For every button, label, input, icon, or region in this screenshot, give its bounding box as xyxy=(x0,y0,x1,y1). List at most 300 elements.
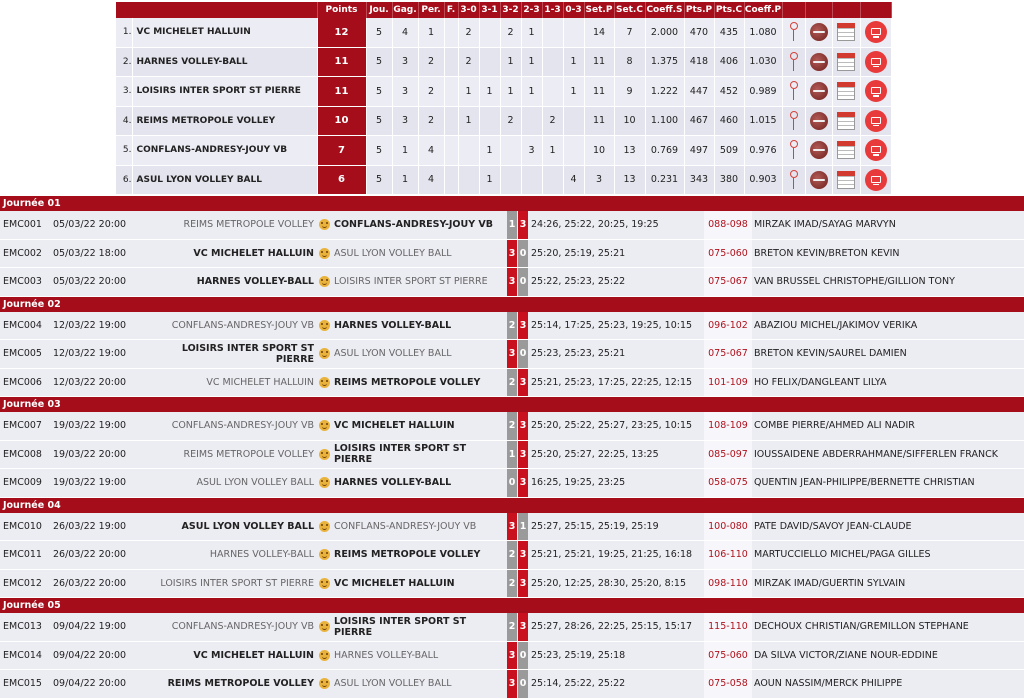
team-points: 11 xyxy=(317,47,366,77)
team-rank: 4. xyxy=(116,106,132,136)
calendar-icon-cell[interactable] xyxy=(832,165,860,195)
pin-icon[interactable] xyxy=(789,52,799,72)
stat-coeff-s: 8 xyxy=(614,47,645,77)
total-points: 096-102 xyxy=(704,312,752,340)
pin-icon-cell[interactable] xyxy=(782,165,805,195)
ball-icon[interactable] xyxy=(810,171,828,189)
match-row xyxy=(0,369,1024,398)
stat-3-0 xyxy=(444,106,458,136)
match-row xyxy=(0,541,1024,570)
stat-per-: 3 xyxy=(392,77,418,107)
match-code[interactable]: EMC002 xyxy=(3,247,42,259)
emoji-cell xyxy=(316,670,332,698)
calendar-icon[interactable] xyxy=(837,23,855,41)
pin-icon[interactable] xyxy=(789,170,799,190)
away-team[interactable]: HARNES VOLLEY-BALL xyxy=(334,477,452,489)
calendar-icon[interactable] xyxy=(837,112,855,130)
match-datetime: 12/03/22 19:00 xyxy=(53,319,127,331)
pin-icon-cell[interactable] xyxy=(782,77,805,107)
away-score: 0 xyxy=(518,268,528,296)
referees: BRETON KEVIN/BRETON KEVIN xyxy=(754,247,900,259)
ball-icon-cell[interactable] xyxy=(805,106,832,136)
smiley-icon xyxy=(319,348,330,359)
home-team[interactable]: HARNES VOLLEY-BALL xyxy=(196,276,314,288)
team-name[interactable]: CONFLANS-ANDRESY-JOUY VB xyxy=(132,136,317,166)
tv-icon[interactable] xyxy=(865,21,887,43)
team-name[interactable]: VC MICHELET HALLUIN xyxy=(132,18,317,47)
match-row xyxy=(0,441,1024,470)
stat-pts-c: 418 xyxy=(684,47,714,77)
referees: MIRZAK IMAD/SAYAG MARVYN xyxy=(754,219,896,231)
set-scores: 25:20, 25:27, 22:25, 13:25 xyxy=(531,448,659,460)
stat-set-c: 10 xyxy=(584,136,614,166)
tv-icon-cell[interactable] xyxy=(860,136,891,166)
team-name[interactable]: REIMS METROPOLE VOLLEY xyxy=(132,106,317,136)
smiley-icon xyxy=(319,521,330,532)
match-code[interactable]: EMC004 xyxy=(3,319,42,331)
match-row xyxy=(0,570,1024,599)
smiley-icon xyxy=(319,678,330,689)
away-score: 0 xyxy=(518,240,528,268)
stat-set-p: 1 xyxy=(563,77,584,107)
tv-icon-cell[interactable] xyxy=(860,165,891,195)
away-team[interactable]: ASUL LYON VOLLEY BALL xyxy=(334,348,452,360)
referees: IOUSSAIDENE ABDERRAHMANE/SIFFERLEN FRANCK xyxy=(754,448,998,460)
referees: MIRZAK IMAD/GUERTIN SYLVAIN xyxy=(754,577,906,589)
stat-f-: 2 xyxy=(418,47,444,77)
stat-0-3 xyxy=(542,77,563,107)
stat-pts-c: 467 xyxy=(684,106,714,136)
stat-0-3 xyxy=(542,47,563,77)
header-0-3: 0-3 xyxy=(563,2,584,18)
emoji-cell xyxy=(316,412,332,440)
stat-pts-p: 1.100 xyxy=(645,106,684,136)
pin-icon-cell[interactable] xyxy=(782,136,805,166)
stat-coeff-p: 452 xyxy=(714,77,744,107)
day-header: Journée 02 xyxy=(0,297,1024,312)
tv-icon-cell[interactable] xyxy=(860,18,891,47)
header-pts-c: Pts.C xyxy=(714,2,744,18)
match-row xyxy=(0,469,1024,498)
emoji-cell xyxy=(316,613,332,641)
home-score: 3 xyxy=(507,268,517,296)
total-points: 085-097 xyxy=(704,441,752,469)
match-datetime: 05/03/22 18:00 xyxy=(53,247,127,259)
stat-3-0 xyxy=(444,18,458,47)
home-team[interactable]: CONFLANS-ANDRESY-JOUY VB xyxy=(171,319,314,331)
home-team[interactable]: CONFLANS-ANDRESY-JOUY VB xyxy=(171,420,314,432)
team-rank: 6. xyxy=(116,165,132,195)
header-3-0: 3-0 xyxy=(458,2,479,18)
stat-per-: 3 xyxy=(392,106,418,136)
away-team[interactable]: HARNES VOLLEY-BALL xyxy=(334,319,452,331)
match-row xyxy=(0,312,1024,341)
match-datetime: 19/03/22 19:00 xyxy=(53,477,127,489)
team-rank: 1. xyxy=(116,18,132,47)
away-score: 1 xyxy=(518,513,528,541)
home-score: 2 xyxy=(507,541,517,569)
smiley-icon xyxy=(319,219,330,230)
match-datetime: 26/03/22 20:00 xyxy=(53,549,127,561)
referees: BRETON KEVIN/SAUREL DAMIEN xyxy=(754,348,907,360)
standings-row xyxy=(116,165,891,195)
set-scores: 25:23, 25:23, 25:21 xyxy=(531,348,626,360)
header-2-3: 2-3 xyxy=(521,2,542,18)
set-scores: 25:21, 25:23, 17:25, 22:25, 12:15 xyxy=(531,376,693,388)
team-points: 10 xyxy=(317,106,366,136)
stat-3-1 xyxy=(458,136,479,166)
ball-icon[interactable] xyxy=(810,82,828,100)
match-code[interactable]: EMC001 xyxy=(3,219,42,231)
total-points: 075-060 xyxy=(704,240,752,268)
match-code[interactable]: EMC010 xyxy=(3,520,42,532)
home-team[interactable]: HARNES VOLLEY-BALL xyxy=(209,549,314,561)
away-team[interactable]: CONFLANS-ANDRESY-JOUY VB xyxy=(334,520,477,532)
stat-2-3: 2 xyxy=(500,106,521,136)
home-team[interactable]: VC MICHELET HALLUIN xyxy=(206,376,314,388)
stat-2-3: 1 xyxy=(500,47,521,77)
match-datetime: 09/04/22 20:00 xyxy=(53,649,127,661)
away-team[interactable]: LOISIRS INTER SPORT ST PIERRE xyxy=(334,276,488,288)
stat-set-c: 14 xyxy=(584,18,614,47)
total-points: 100-080 xyxy=(704,513,752,541)
match-code[interactable]: EMC008 xyxy=(3,448,42,460)
stat-0-3: 1 xyxy=(542,136,563,166)
match-row xyxy=(0,642,1024,671)
home-score: 3 xyxy=(507,240,517,268)
set-scores: 25:27, 28:26, 22:25, 25:15, 15:17 xyxy=(531,621,693,633)
total-points: 115-110 xyxy=(704,613,752,641)
match-code[interactable]: EMC003 xyxy=(3,276,42,288)
ball-icon-cell[interactable] xyxy=(805,165,832,195)
stat-3-2 xyxy=(479,47,500,77)
stat-set-c: 3 xyxy=(584,165,614,195)
stat-f-: 1 xyxy=(418,18,444,47)
away-team[interactable]: LOISIRS INTER SPORT ST PIERRE xyxy=(334,615,467,638)
set-scores: 25:20, 25:22, 25:27, 23:25, 10:15 xyxy=(531,420,693,432)
standings-row xyxy=(116,106,891,136)
stat-coeff-s: 10 xyxy=(614,106,645,136)
pin-icon[interactable] xyxy=(789,81,799,101)
match-code[interactable]: EMC014 xyxy=(3,649,42,661)
header-icon-17 xyxy=(782,2,805,18)
stat-coeff-s: 9 xyxy=(614,77,645,107)
away-score: 0 xyxy=(518,340,528,368)
header-pts-p: Pts.P xyxy=(684,2,714,18)
standings-header-row xyxy=(116,2,891,18)
away-team[interactable]: VC MICHELET HALLUIN xyxy=(334,577,455,589)
ball-icon[interactable] xyxy=(810,53,828,71)
home-team[interactable]: VC MICHELET HALLUIN xyxy=(193,649,314,661)
stat-2-3 xyxy=(500,136,521,166)
stat-per-: 3 xyxy=(392,47,418,77)
stat-3-2 xyxy=(479,106,500,136)
stat-set-c: 11 xyxy=(584,77,614,107)
home-team[interactable]: LOISIRS INTER SPORT ST PIERRE xyxy=(160,577,314,589)
away-team[interactable]: VC MICHELET HALLUIN xyxy=(334,420,455,432)
team-rank: 3. xyxy=(116,77,132,107)
emoji-cell xyxy=(316,369,332,397)
home-team[interactable]: CONFLANS-ANDRESY-JOUY VB xyxy=(171,621,314,633)
away-score: 0 xyxy=(518,670,528,698)
tv-icon-cell[interactable] xyxy=(860,77,891,107)
tv-icon[interactable] xyxy=(865,169,887,191)
referees: DA SILVA VICTOR/ZIANE NOUR-EDDINE xyxy=(754,649,938,661)
away-team[interactable]: REIMS METROPOLE VOLLEY xyxy=(334,376,481,388)
match-datetime: 09/04/22 20:00 xyxy=(53,678,127,690)
home-score: 2 xyxy=(507,412,517,440)
calendar-icon-cell[interactable] xyxy=(832,106,860,136)
away-score: 3 xyxy=(518,441,528,469)
stat-set-p xyxy=(563,136,584,166)
ball-icon[interactable] xyxy=(810,112,828,130)
match-code[interactable]: EMC006 xyxy=(3,376,42,388)
team-name[interactable]: LOISIRS INTER SPORT ST PIERRE xyxy=(132,77,317,107)
stat-set-p: 1 xyxy=(563,47,584,77)
away-score: 0 xyxy=(518,642,528,670)
stat-2-3: 1 xyxy=(500,77,521,107)
away-score: 3 xyxy=(518,570,528,598)
standings-row xyxy=(116,136,891,166)
calendar-icon[interactable] xyxy=(837,171,855,189)
match-code[interactable]: EMC012 xyxy=(3,577,42,589)
match-datetime: 12/03/22 20:00 xyxy=(53,376,127,388)
day-header: Journée 04 xyxy=(0,498,1024,513)
set-scores: 25:14, 17:25, 25:23, 19:25, 10:15 xyxy=(531,319,693,331)
emoji-cell xyxy=(316,513,332,541)
team-points: 7 xyxy=(317,136,366,166)
stat-: 1.015 xyxy=(744,106,782,136)
header-icon-19 xyxy=(832,2,860,18)
team-name[interactable]: HARNES VOLLEY-BALL xyxy=(132,47,317,77)
pin-icon-cell[interactable] xyxy=(782,106,805,136)
ball-icon-cell[interactable] xyxy=(805,136,832,166)
match-row xyxy=(0,412,1024,441)
away-team[interactable]: HARNES VOLLEY-BALL xyxy=(334,649,439,661)
stat-f-: 4 xyxy=(418,165,444,195)
stat-3-2: 1 xyxy=(479,136,500,166)
stat-1-3: 3 xyxy=(521,136,542,166)
standings-row xyxy=(116,18,891,47)
stat-set-c: 11 xyxy=(584,106,614,136)
set-scores: 25:20, 12:25, 28:30, 25:20, 8:15 xyxy=(531,577,687,589)
header-icon-18 xyxy=(805,2,832,18)
stat-2-3: 2 xyxy=(500,18,521,47)
home-team[interactable]: REIMS METROPOLE VOLLEY xyxy=(167,678,314,690)
match-datetime: 12/03/22 19:00 xyxy=(53,348,127,360)
stat-3-1 xyxy=(458,165,479,195)
stat-3-1: 1 xyxy=(458,77,479,107)
home-score: 3 xyxy=(507,670,517,698)
away-score: 3 xyxy=(518,312,528,340)
match-code[interactable]: EMC013 xyxy=(3,621,42,633)
ball-icon-cell[interactable] xyxy=(805,77,832,107)
home-team[interactable]: REIMS METROPOLE VOLLEY xyxy=(183,219,314,231)
smiley-icon xyxy=(319,449,330,460)
away-team[interactable]: REIMS METROPOLE VOLLEY xyxy=(334,549,481,561)
match-code[interactable]: EMC005 xyxy=(3,348,42,360)
stat-coeff-p: 435 xyxy=(714,18,744,47)
pin-icon[interactable] xyxy=(789,140,799,160)
header-set-c: Set.C xyxy=(614,2,645,18)
home-team[interactable]: ASUL LYON VOLLEY BALL xyxy=(196,477,314,489)
stat-per-: 1 xyxy=(392,136,418,166)
header-jou-: Jou. xyxy=(366,2,392,18)
away-score: 3 xyxy=(518,469,528,497)
header-points: Points xyxy=(317,2,366,18)
stat-coeff-p: 380 xyxy=(714,165,744,195)
stat-1-3: 1 xyxy=(521,18,542,47)
home-score: 3 xyxy=(507,340,517,368)
stat-3-1: 2 xyxy=(458,47,479,77)
away-team[interactable]: LOISIRS INTER SPORT ST PIERRE xyxy=(334,443,467,466)
calendar-icon[interactable] xyxy=(837,53,855,71)
tv-icon-cell[interactable] xyxy=(860,106,891,136)
calendar-icon-cell[interactable] xyxy=(832,47,860,77)
ball-icon[interactable] xyxy=(810,141,828,159)
stat-set-p xyxy=(563,106,584,136)
tv-icon[interactable] xyxy=(865,110,887,132)
stat-1-3 xyxy=(521,106,542,136)
ball-icon-cell[interactable] xyxy=(805,18,832,47)
away-team[interactable]: ASUL LYON VOLLEY BALL xyxy=(334,678,452,690)
emoji-cell xyxy=(316,541,332,569)
set-scores: 25:23, 25:19, 25:18 xyxy=(531,649,626,661)
stat-gag-: 5 xyxy=(366,47,392,77)
match-code[interactable]: EMC007 xyxy=(3,420,42,432)
total-points: 058-075 xyxy=(704,469,752,497)
standings-row xyxy=(116,47,891,77)
total-points: 101-109 xyxy=(704,369,752,397)
away-team[interactable]: CONFLANS-ANDRESY-JOUY VB xyxy=(334,219,493,231)
header-f-: F. xyxy=(444,2,458,18)
match-code[interactable]: EMC011 xyxy=(3,549,42,561)
pin-icon[interactable] xyxy=(789,22,799,42)
stat-pts-c: 470 xyxy=(684,18,714,47)
total-points: 075-058 xyxy=(704,670,752,698)
calendar-icon[interactable] xyxy=(837,82,855,100)
stat-per-: 4 xyxy=(392,18,418,47)
tv-icon[interactable] xyxy=(865,139,887,161)
home-score: 3 xyxy=(507,642,517,670)
smiley-icon xyxy=(319,248,330,259)
referees: AOUN NASSIM/MERCK PHILIPPE xyxy=(754,678,903,690)
stat-coeff-s: 13 xyxy=(614,165,645,195)
total-points: 106-110 xyxy=(704,541,752,569)
team-points: 11 xyxy=(317,77,366,107)
referees: QUENTIN JEAN-PHILIPPE/BERNETTE CHRISTIAN xyxy=(754,477,975,489)
stat-3-2 xyxy=(479,18,500,47)
stat-coeff-p: 509 xyxy=(714,136,744,166)
smiley-icon xyxy=(319,650,330,661)
match-row xyxy=(0,340,1024,369)
away-score: 3 xyxy=(518,369,528,397)
stat-pts-c: 447 xyxy=(684,77,714,107)
stat-coeff-s: 7 xyxy=(614,18,645,47)
stat-gag-: 5 xyxy=(366,18,392,47)
calendar-icon-cell[interactable] xyxy=(832,136,860,166)
referees: VAN BRUSSEL CHRISTOPHE/GILLION TONY xyxy=(754,276,955,288)
ball-icon[interactable] xyxy=(810,23,828,41)
stat-coeff-s: 13 xyxy=(614,136,645,166)
stat-3-0 xyxy=(444,136,458,166)
home-score: 2 xyxy=(507,312,517,340)
pin-icon[interactable] xyxy=(789,111,799,131)
home-team[interactable]: ASUL LYON VOLLEY BALL xyxy=(181,520,314,532)
calendar-icon-cell[interactable] xyxy=(832,77,860,107)
emoji-cell xyxy=(316,240,332,268)
emoji-cell xyxy=(316,340,332,368)
match-code[interactable]: EMC015 xyxy=(3,678,42,690)
stat-set-c: 11 xyxy=(584,47,614,77)
match-code[interactable]: EMC009 xyxy=(3,477,42,489)
match-datetime: 05/03/22 20:00 xyxy=(53,219,127,231)
pin-icon-cell[interactable] xyxy=(782,47,805,77)
smiley-icon xyxy=(319,320,330,331)
set-scores: 25:21, 25:21, 19:25, 21:25, 16:18 xyxy=(531,549,693,561)
header-coeff-s: Coeff.S xyxy=(645,2,684,18)
match-datetime: 05/03/22 20:00 xyxy=(53,276,127,288)
smiley-icon xyxy=(319,477,330,488)
home-team[interactable]: LOISIRS INTER SPORT ST PIERRE xyxy=(181,342,314,365)
total-points: 075-067 xyxy=(704,268,752,296)
tv-icon-cell[interactable] xyxy=(860,47,891,77)
emoji-cell xyxy=(316,642,332,670)
header-per-: Per. xyxy=(418,2,444,18)
smiley-icon xyxy=(319,549,330,560)
calendar-icon-cell[interactable] xyxy=(832,18,860,47)
stat-gag-: 5 xyxy=(366,136,392,166)
away-team[interactable]: ASUL LYON VOLLEY BALL xyxy=(334,247,452,259)
day-header: Journée 05 xyxy=(0,598,1024,613)
smiley-icon xyxy=(319,621,330,632)
stat-3-0 xyxy=(444,47,458,77)
stat-pts-p: 0.231 xyxy=(645,165,684,195)
ball-icon-cell[interactable] xyxy=(805,47,832,77)
calendar-icon[interactable] xyxy=(837,141,855,159)
emoji-cell xyxy=(316,469,332,497)
match-datetime: 26/03/22 20:00 xyxy=(53,577,127,589)
stat-0-3 xyxy=(542,18,563,47)
match-row xyxy=(0,613,1024,642)
team-name[interactable]: ASUL LYON VOLLEY BALL xyxy=(132,165,317,195)
home-score: 2 xyxy=(507,369,517,397)
stat-f-: 4 xyxy=(418,136,444,166)
tv-icon[interactable] xyxy=(865,51,887,73)
referees: MARTUCCIELLO MICHEL/PAGA GILLES xyxy=(754,549,931,561)
header-1-3: 1-3 xyxy=(542,2,563,18)
stat-pts-p: 0.769 xyxy=(645,136,684,166)
home-team[interactable]: VC MICHELET HALLUIN xyxy=(193,247,314,259)
match-row xyxy=(0,240,1024,269)
stat-1-3: 1 xyxy=(521,47,542,77)
header-icon-20 xyxy=(860,2,891,18)
match-row xyxy=(0,670,1024,699)
match-datetime: 19/03/22 19:00 xyxy=(53,420,127,432)
emoji-cell xyxy=(316,211,332,239)
home-team[interactable]: REIMS METROPOLE VOLLEY xyxy=(183,448,314,460)
home-score: 1 xyxy=(507,211,517,239)
stat-pts-p: 1.222 xyxy=(645,77,684,107)
pin-icon-cell[interactable] xyxy=(782,18,805,47)
smiley-icon xyxy=(319,420,330,431)
team-rank: 5. xyxy=(116,136,132,166)
tv-icon[interactable] xyxy=(865,80,887,102)
header-gag-: Gag. xyxy=(392,2,418,18)
stat-set-p: 4 xyxy=(563,165,584,195)
stat-3-2: 1 xyxy=(479,77,500,107)
stat-set-p xyxy=(563,18,584,47)
